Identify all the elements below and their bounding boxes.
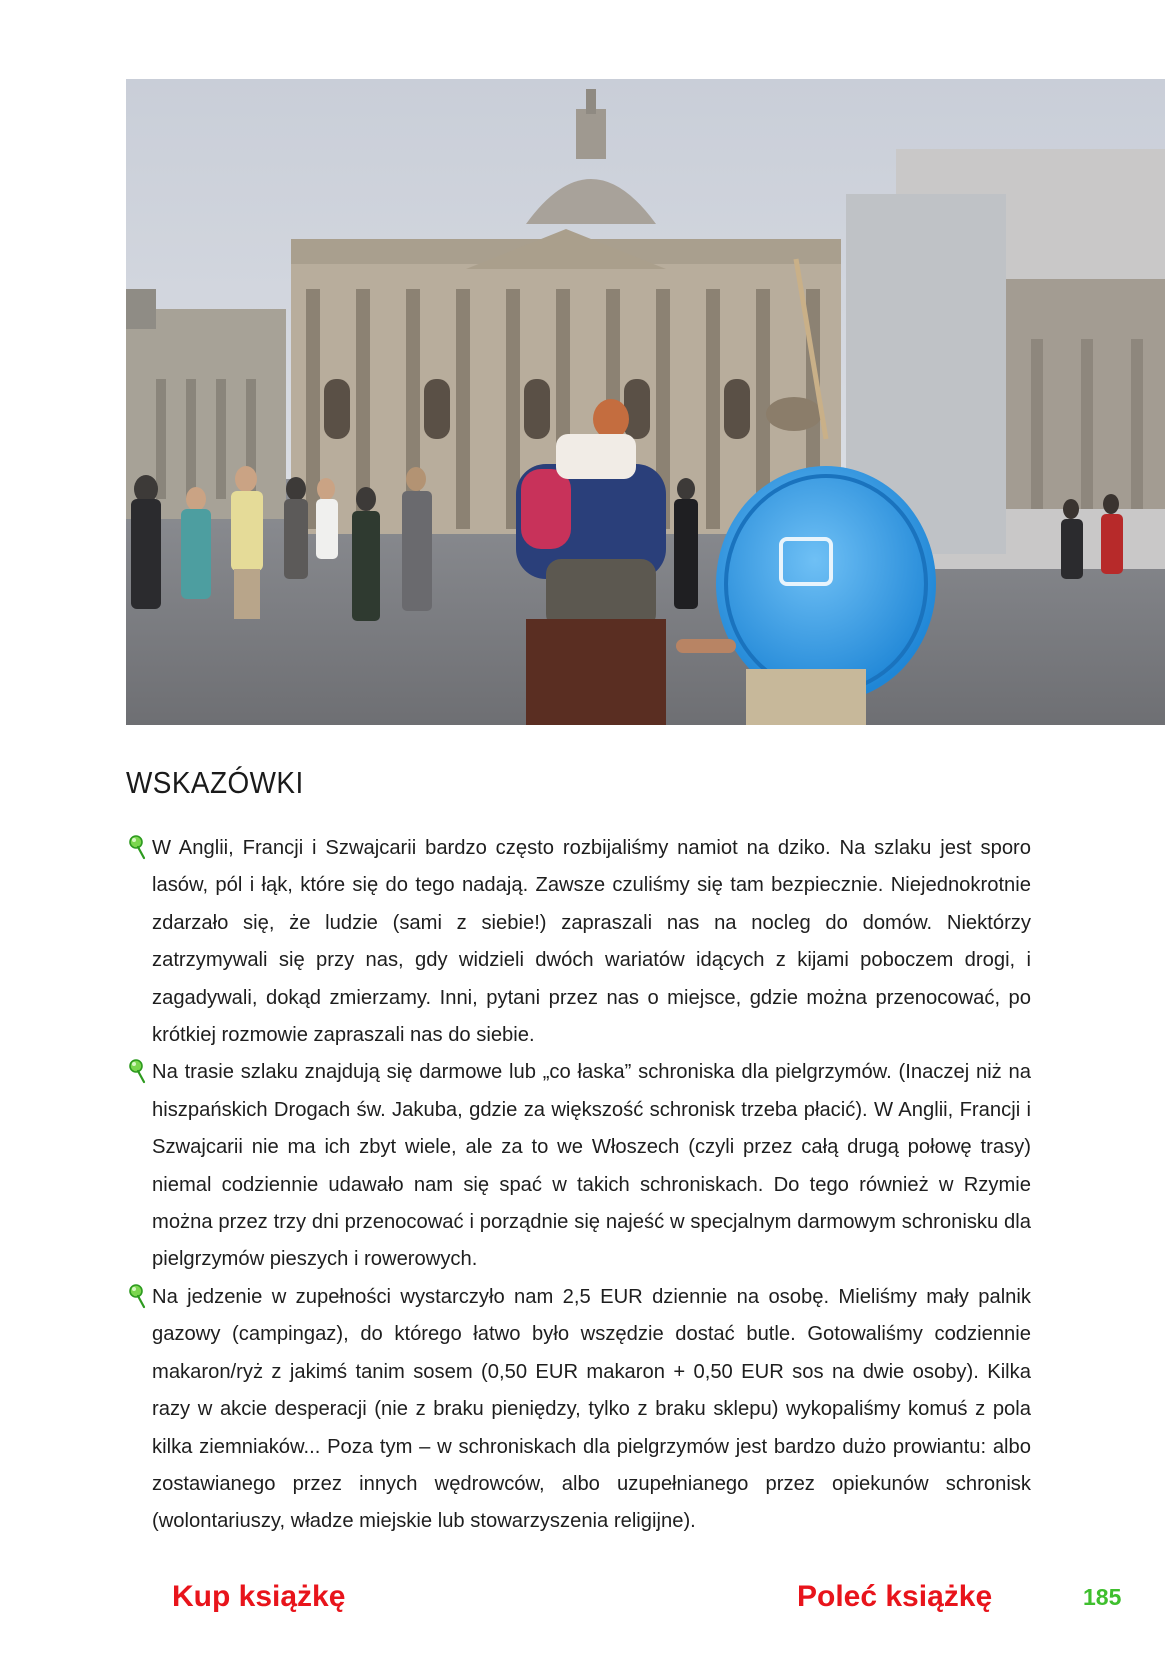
recommend-book-link[interactable]: Poleć książkę <box>797 1580 993 1613</box>
tips-list <box>126 830 1031 1541</box>
photo-st-peters-basilica <box>126 79 1165 725</box>
section-title: WSKAZÓWKI <box>126 765 304 800</box>
tip-item <box>126 1279 1031 1541</box>
buy-book-link[interactable]: Kup książkę <box>172 1580 346 1613</box>
tip-text: W Anglii, Francji i Szwajcarii bardzo często rozbijaliśmy namiot na dziko. Na szlaku jest sporo lasów, pól i łąk, które się do tego nadają. Zawsze czuliśmy się tam bezpiecznie. Niejednokrotnie zdarzało się, że ludzie (sami z siebie!) zapraszali nas na nocleg do domów. Niektórzy zatrzymywali się przy nas, gdy widzieli dwóch wariatów idących z kijami poboczem drogi, i zagadywali, dokąd zmierzamy. Inni, pytani przez nas o miejsce, gdzie można przenocować, po krótkiej rozmowie zapraszali nas do siebie. <box>152 837 1031 1047</box>
page-number: 185 <box>1083 1584 1122 1610</box>
tip-item <box>126 1054 1031 1278</box>
green-pin-icon <box>126 834 146 860</box>
green-pin-icon <box>126 1058 146 1084</box>
tip-text: Na trasie szlaku znajdują się darmowe lub „co łaska” schroniska dla pielgrzymów. (Inaczej niż na hiszpańskich Drogach św. Jakuba, gdzie za większość schronisk trzeba płacić). W Anglii, Francji i Szwajcarii nie ma ich zbyt wiele, ale za to we Włoszech (czyli przez całą drugą połowę trasy) niemal codziennie udawało nam się spać w takich schroniskach. Do tego również w Rzymie można przez trzy dni przenocować i porządnie się najeść w specjalnym darmowym schronisku dla pielgrzymów pieszych i rowerowych. <box>152 1061 1031 1271</box>
tip-item <box>126 830 1031 1054</box>
tip-text: Na jedzenie w zupełności wystarczyło nam 2,5 EUR dziennie na osobę. Mieliśmy mały palnik gazowy (campingaz), do którego łatwo było wszędzie dostać butle. Gotowaliśmy codziennie makaron/ryż z jakimś tanim sosem (0,50 EUR makaron + 0,50 EUR sos na dwie osoby). Kilka razy w akcie desperacji (nie z braku pieniędzy, tylko z braku sklepu) wykopaliśmy komuś z pola kilka ziemniaków... Poza tym – w schroniskach dla pielgrzymów jest bardzo dużo prowiantu: albo zostawianego przez innych wędrowców, albo uzupełnianego przez opiekunów schronisk (wolontariuszy, władze miejskie lub stowarzyszenia religijne). <box>152 1285 1031 1533</box>
green-pin-icon <box>126 1283 146 1309</box>
